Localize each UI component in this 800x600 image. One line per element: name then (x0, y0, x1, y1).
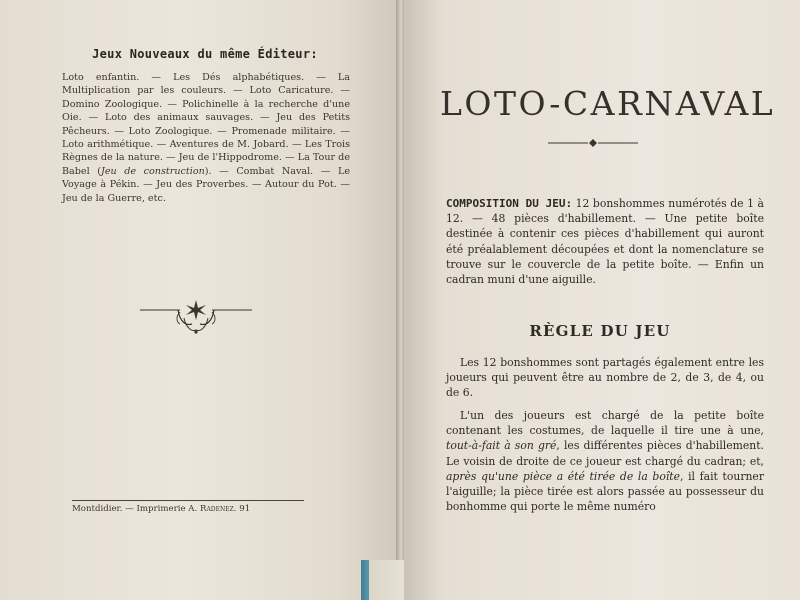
composition-paragraph (446, 196, 764, 287)
spine-binding-tab (354, 560, 404, 600)
imprint-printer-name: Radenez (199, 504, 234, 514)
game-title: LOTO-CARNAVAL (440, 84, 776, 123)
rule-paragraph-1: Les 12 bonshommes sont partagés également entre les joueurs qui peuvent être au nombre de 2, de 3, de 4, ou de 6. (446, 356, 764, 400)
title-rule-ornament-icon (548, 138, 638, 148)
composition-text: 12 bonshommes numérotés de 1 à 12. — 48 pièces d'habillement. — Une petite boîte destinée à contenir ces pièces d'habillement qui auront été préalablement découpées et dont la nomenclature se trouve sur le couvercle de la petite boîte. — Enfin un cadran muni d'une aiguille. (446, 197, 764, 287)
printer-imprint (72, 504, 312, 514)
games-list-text: Loto enfantin. — Les Dés alphabétiques. — La Multiplication par les couleurs. — Loto Caricature. — Domino Zoologique. — Polichinelle à la recherche d'une Oie. — Loto des animaux sauvages. — Jeu des Petits Pêcheurs. — Loto Zoologique. — Promenade militaire. — Loto arithmétique. — Aventures de M. Jobard. — Les Trois Règnes de la nature. — Jeu de l'Hippodrome. — La Tour de Babel ( (62, 72, 350, 177)
games-list-text-end: ). — Combat Naval. — Le Voyage à Pékin. — Jeu des Proverbes. — Autour du Pot. — Jeu de la Guerre, etc. (62, 165, 351, 204)
imprint-rule (72, 500, 304, 501)
rule-2-text-b: , les différentes pièces d'habillement. Le voisin de droite de ce joueur est chargé du cadran; et, (446, 439, 764, 468)
other-games-title: Jeux Nouveaux du même Éditeur: (92, 47, 318, 61)
composition-label: COMPOSITION DU JEU: (446, 197, 573, 210)
rule-paragraph-2 (446, 408, 764, 514)
other-games-list (62, 71, 350, 205)
rule-2-italic-b: après qu'une pièce a été tirée de la boîte (446, 469, 681, 483)
rule-2-text-a: L'un des joueurs est chargé de la petite boîte contenant les costumes, de laquelle il tire une à une, (446, 409, 764, 438)
rule-2-italic-a: tout-à-fait à son gré (446, 439, 557, 453)
ornament-fleuron-icon (140, 296, 252, 336)
imprint-prefix: Montdidier. — Imprimerie A. (72, 504, 200, 514)
imprint-suffix: . 91 (233, 504, 251, 514)
rule-2-text-c: , il fait tourner l'aiguille; la pièce tirée est alors passée au possesseur du bonhomme qui porte le même numéro (446, 469, 764, 514)
rules-heading: RÈGLE DU JEU (529, 322, 671, 340)
games-list-italic: Jeu de construction (100, 165, 205, 177)
